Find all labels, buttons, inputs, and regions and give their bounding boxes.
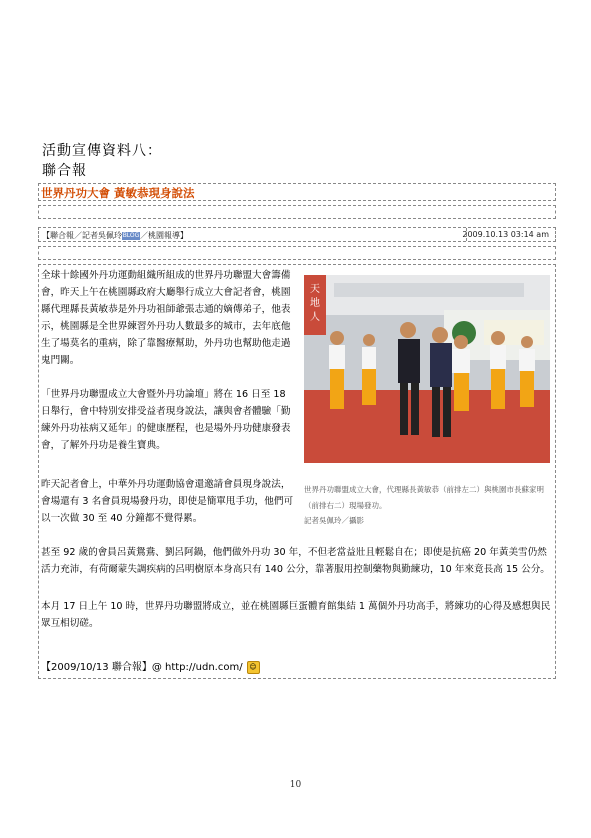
heading-newspaper: 聯合報	[42, 163, 87, 179]
emoticon-icon[interactable]: ☺	[247, 661, 260, 674]
photo-illustration	[304, 275, 550, 463]
blog-icon[interactable]: BLOG	[122, 231, 140, 239]
article-date: 2009.10.13 03:14 am	[462, 230, 549, 239]
source-text: 【聯合報／記者吳佩玲	[42, 231, 122, 240]
banner-char: 人	[310, 312, 320, 323]
article-meta-row	[38, 227, 556, 242]
footer-source	[41, 658, 260, 674]
article-title-bar	[38, 183, 556, 201]
paragraph: 昨天記者會上，中華外丹功運動協會還邀請會員現身說法，會場還有 3 名會員現場發丹功，即使是簡單甩手功，他們可以一次做 30 至 40 分鐘都不覺得累。	[41, 479, 294, 524]
banner-char: 天	[310, 284, 320, 295]
page-number: 10	[289, 780, 302, 790]
paragraph: 全球十餘國外丹功運動組織所組成的世界丹功聯盟大會籌備會，昨天上午在桃園縣政府大廳舉行成立大會記者會，桃園縣代理縣長黃敏恭是外丹功祖師爺張志通的嫡傳弟子，他表示，桃園縣是全世界練習外丹功人數最多的城市，去年底他生了場莫名的重病，除了靠醫療幫助，外丹功也幫助他走過鬼門關。	[41, 270, 291, 366]
footer-source-text[interactable]: 【2009/10/13 聯合報】@ http://udn.com/	[41, 662, 243, 673]
source-suffix: ／桃園報導】	[140, 231, 188, 240]
photo-caption: 世界丹功聯盟成立大會，代理縣長黃敏恭（前排左二）與桃園市長蘇家明（前排右二）現場發功。	[304, 485, 544, 510]
heading-activity: 活動宣傳資料八：	[42, 143, 162, 159]
article-source	[42, 230, 188, 241]
news-photo[interactable]	[304, 275, 550, 463]
paragraph: 「世界丹功聯盟成立大會暨外丹功論壇」將在 16 日至 18 日舉行，會中特別安排受益者現身說法，讓與會者體驗「勤練外丹功袪病又延年」的健康歷程，也是場外丹功健康發表會，了解外丹功是養生寶典。	[41, 389, 291, 451]
paragraph: 甚至 92 歲的會員呂黃鴛鴦、劉呂阿鍋，他們做外丹功 30 年，不但老當益壯且輕鬆自在；即使是抗癌 20 年黃美雪仍然活力充沛，有荷爾蒙失調疾病的呂明樹原本身高只有 140 公分，靠著服用控制藥物與勤練功，10 年來竟長高 15 公分。	[41, 547, 550, 575]
photo-credit: 記者吳佩玲／攝影	[304, 516, 364, 525]
spacer-bar	[38, 205, 556, 219]
paragraph: 本月 17 日上午 10 時，世界丹功聯盟將成立，並在桃園縣巨蛋體育館集結 1 萬個外丹功高手，將練功的心得及感想與民眾互相切磋。	[41, 601, 551, 629]
banner-char: 地	[310, 298, 320, 309]
article-title[interactable]: 世界丹功大會 黃敏恭現身說法	[41, 186, 195, 200]
spacer-bar-2	[38, 246, 556, 260]
